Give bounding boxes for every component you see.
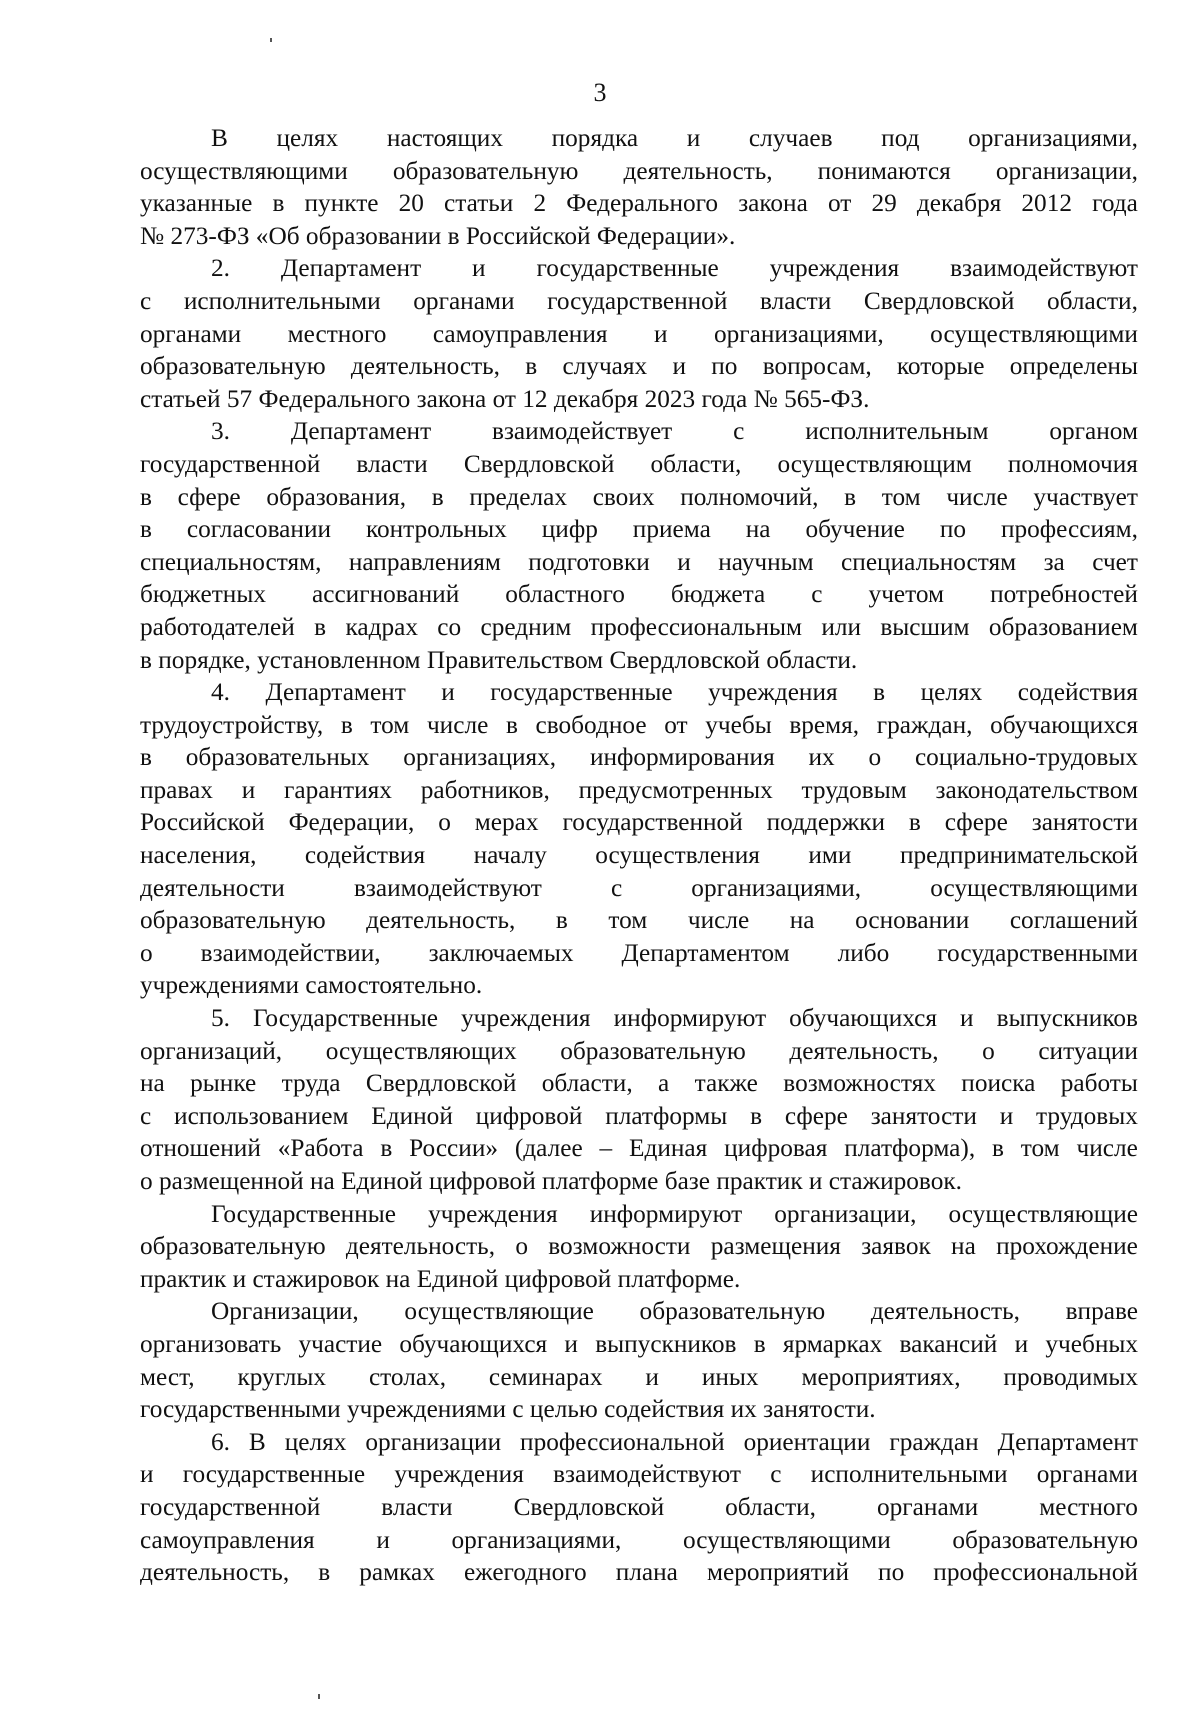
- text-line: с использованием Единой цифровой платформы в сфере занятости и трудовых: [140, 1101, 1138, 1130]
- text-line: практик и стажировок на Единой цифровой платформе.: [140, 1264, 741, 1293]
- paragraph: [140, 676, 1138, 1002]
- text-line: в порядке, установленном Правительством Свердловской области.: [140, 645, 858, 674]
- text-line: трудоустройству, в том числе в свободное от учебы время, граждан, обучающихся: [140, 710, 1138, 739]
- text-line: и государственные учреждения взаимодействуют с исполнительными органами: [140, 1460, 1138, 1489]
- text-line: населения, содействия началу осуществления ими предпринимательской: [140, 841, 1138, 870]
- paragraph: [140, 252, 1138, 415]
- text-line: 2. Департамент и государственные учреждения взаимодействуют: [211, 254, 1138, 283]
- scan-speck: [270, 38, 272, 42]
- text-line: осуществляющими образовательную деятельность, понимаются организации,: [140, 156, 1138, 185]
- text-line: 6. В целях организации профессиональной ориентации граждан Департамент: [211, 1427, 1138, 1456]
- text-line: № 273-ФЗ «Об образовании в Российской Федерации».: [140, 221, 736, 250]
- text-line: бюджетных ассигнований областного бюджета с учетом потребностей: [140, 580, 1138, 609]
- text-line: в образовательных организациях, информирования их о социально-трудовых: [140, 743, 1138, 772]
- text-line: деятельность, в рамках ежегодного плана мероприятий по профессиональной: [140, 1558, 1138, 1587]
- text-line: государственной власти Свердловской области, органами местного: [140, 1492, 1138, 1521]
- text-line: образовательную деятельность, о возможности размещения заявок на прохождение: [140, 1232, 1138, 1261]
- text-line: мест, круглых столах, семинарах и иных мероприятиях, проводимых: [140, 1362, 1138, 1391]
- text-line: в сфере образования, в пределах своих полномочий, в том числе участвует: [140, 482, 1138, 511]
- paragraph: [140, 122, 1138, 252]
- text-line: с исполнительными органами государственной власти Свердловской области,: [140, 286, 1138, 315]
- paragraph: [140, 1198, 1138, 1296]
- text-line: статьей 57 Федерального закона от 12 декабря 2023 года № 565-ФЗ.: [140, 384, 870, 413]
- paragraph: [140, 1295, 1138, 1425]
- text-line: учреждениями самостоятельно.: [140, 971, 483, 1000]
- text-line: о взаимодействии, заключаемых Департаментом либо государственными: [140, 938, 1138, 967]
- text-line: образовательную деятельность, в том числе на основании соглашений: [140, 906, 1138, 935]
- text-line: образовательную деятельность, в случаях и по вопросам, которые определены: [140, 352, 1138, 381]
- text-line: деятельности взаимодействуют с организациями, осуществляющими: [140, 873, 1138, 902]
- text-line: организовать участие обучающихся и выпускников в ярмарках вакансий и учебных: [140, 1329, 1138, 1358]
- scan-speck: [318, 1694, 320, 1699]
- text-line: 4. Департамент и государственные учреждения в целях содействия: [211, 678, 1138, 707]
- text-line: Организации, осуществляющие образовательную деятельность, вправе: [211, 1297, 1138, 1326]
- paragraph: [140, 415, 1138, 676]
- text-line: работодателей в кадрах со средним профессиональным или высшим образованием: [140, 612, 1138, 641]
- text-line: специальностям, направлениям подготовки и научным специальностям за счет: [140, 547, 1138, 576]
- text-line: на рынке труда Свердловской области, а также возможностях поиска работы: [140, 1069, 1138, 1098]
- text-line: отношений «Работа в России» (далее – Единая цифровая платформа), в том числе: [140, 1134, 1138, 1163]
- paragraph: [140, 1426, 1138, 1589]
- text-line: самоуправления и организациями, осуществляющими образовательную: [140, 1525, 1138, 1554]
- paragraph: [140, 1002, 1138, 1198]
- text-line: правах и гарантиях работников, предусмотренных трудовым законодательством: [140, 775, 1138, 804]
- text-line: органами местного самоуправления и организациями, осуществляющими: [140, 319, 1138, 348]
- document-body: [140, 122, 1138, 1589]
- text-line: Российской Федерации, о мерах государственной поддержки в сфере занятости: [140, 808, 1138, 837]
- text-line: В целях настоящих порядка и случаев под организациями,: [211, 124, 1138, 152]
- text-line: государственными учреждениями с целью содействия их занятости.: [140, 1395, 876, 1424]
- text-line: Государственные учреждения информируют организации, осуществляющие: [211, 1199, 1138, 1228]
- text-line: государственной власти Свердловской области, осуществляющим полномочия: [140, 449, 1138, 478]
- text-line: о размещенной на Единой цифровой платформе базе практик и стажировок.: [140, 1167, 962, 1195]
- page-number: 3: [593, 78, 607, 107]
- text-line: организаций, осуществляющих образовательную деятельность, о ситуации: [140, 1036, 1138, 1065]
- text-line: 3. Департамент взаимодействует с исполнительным органом: [211, 417, 1138, 446]
- text-line: в согласовании контрольных цифр приема на обучение по профессиям,: [140, 515, 1138, 544]
- text-line: 5. Государственные учреждения информируют обучающихся и выпускников: [211, 1004, 1138, 1033]
- text-line: указанные в пункте 20 статьи 2 Федерального закона от 29 декабря 2012 года: [140, 189, 1138, 218]
